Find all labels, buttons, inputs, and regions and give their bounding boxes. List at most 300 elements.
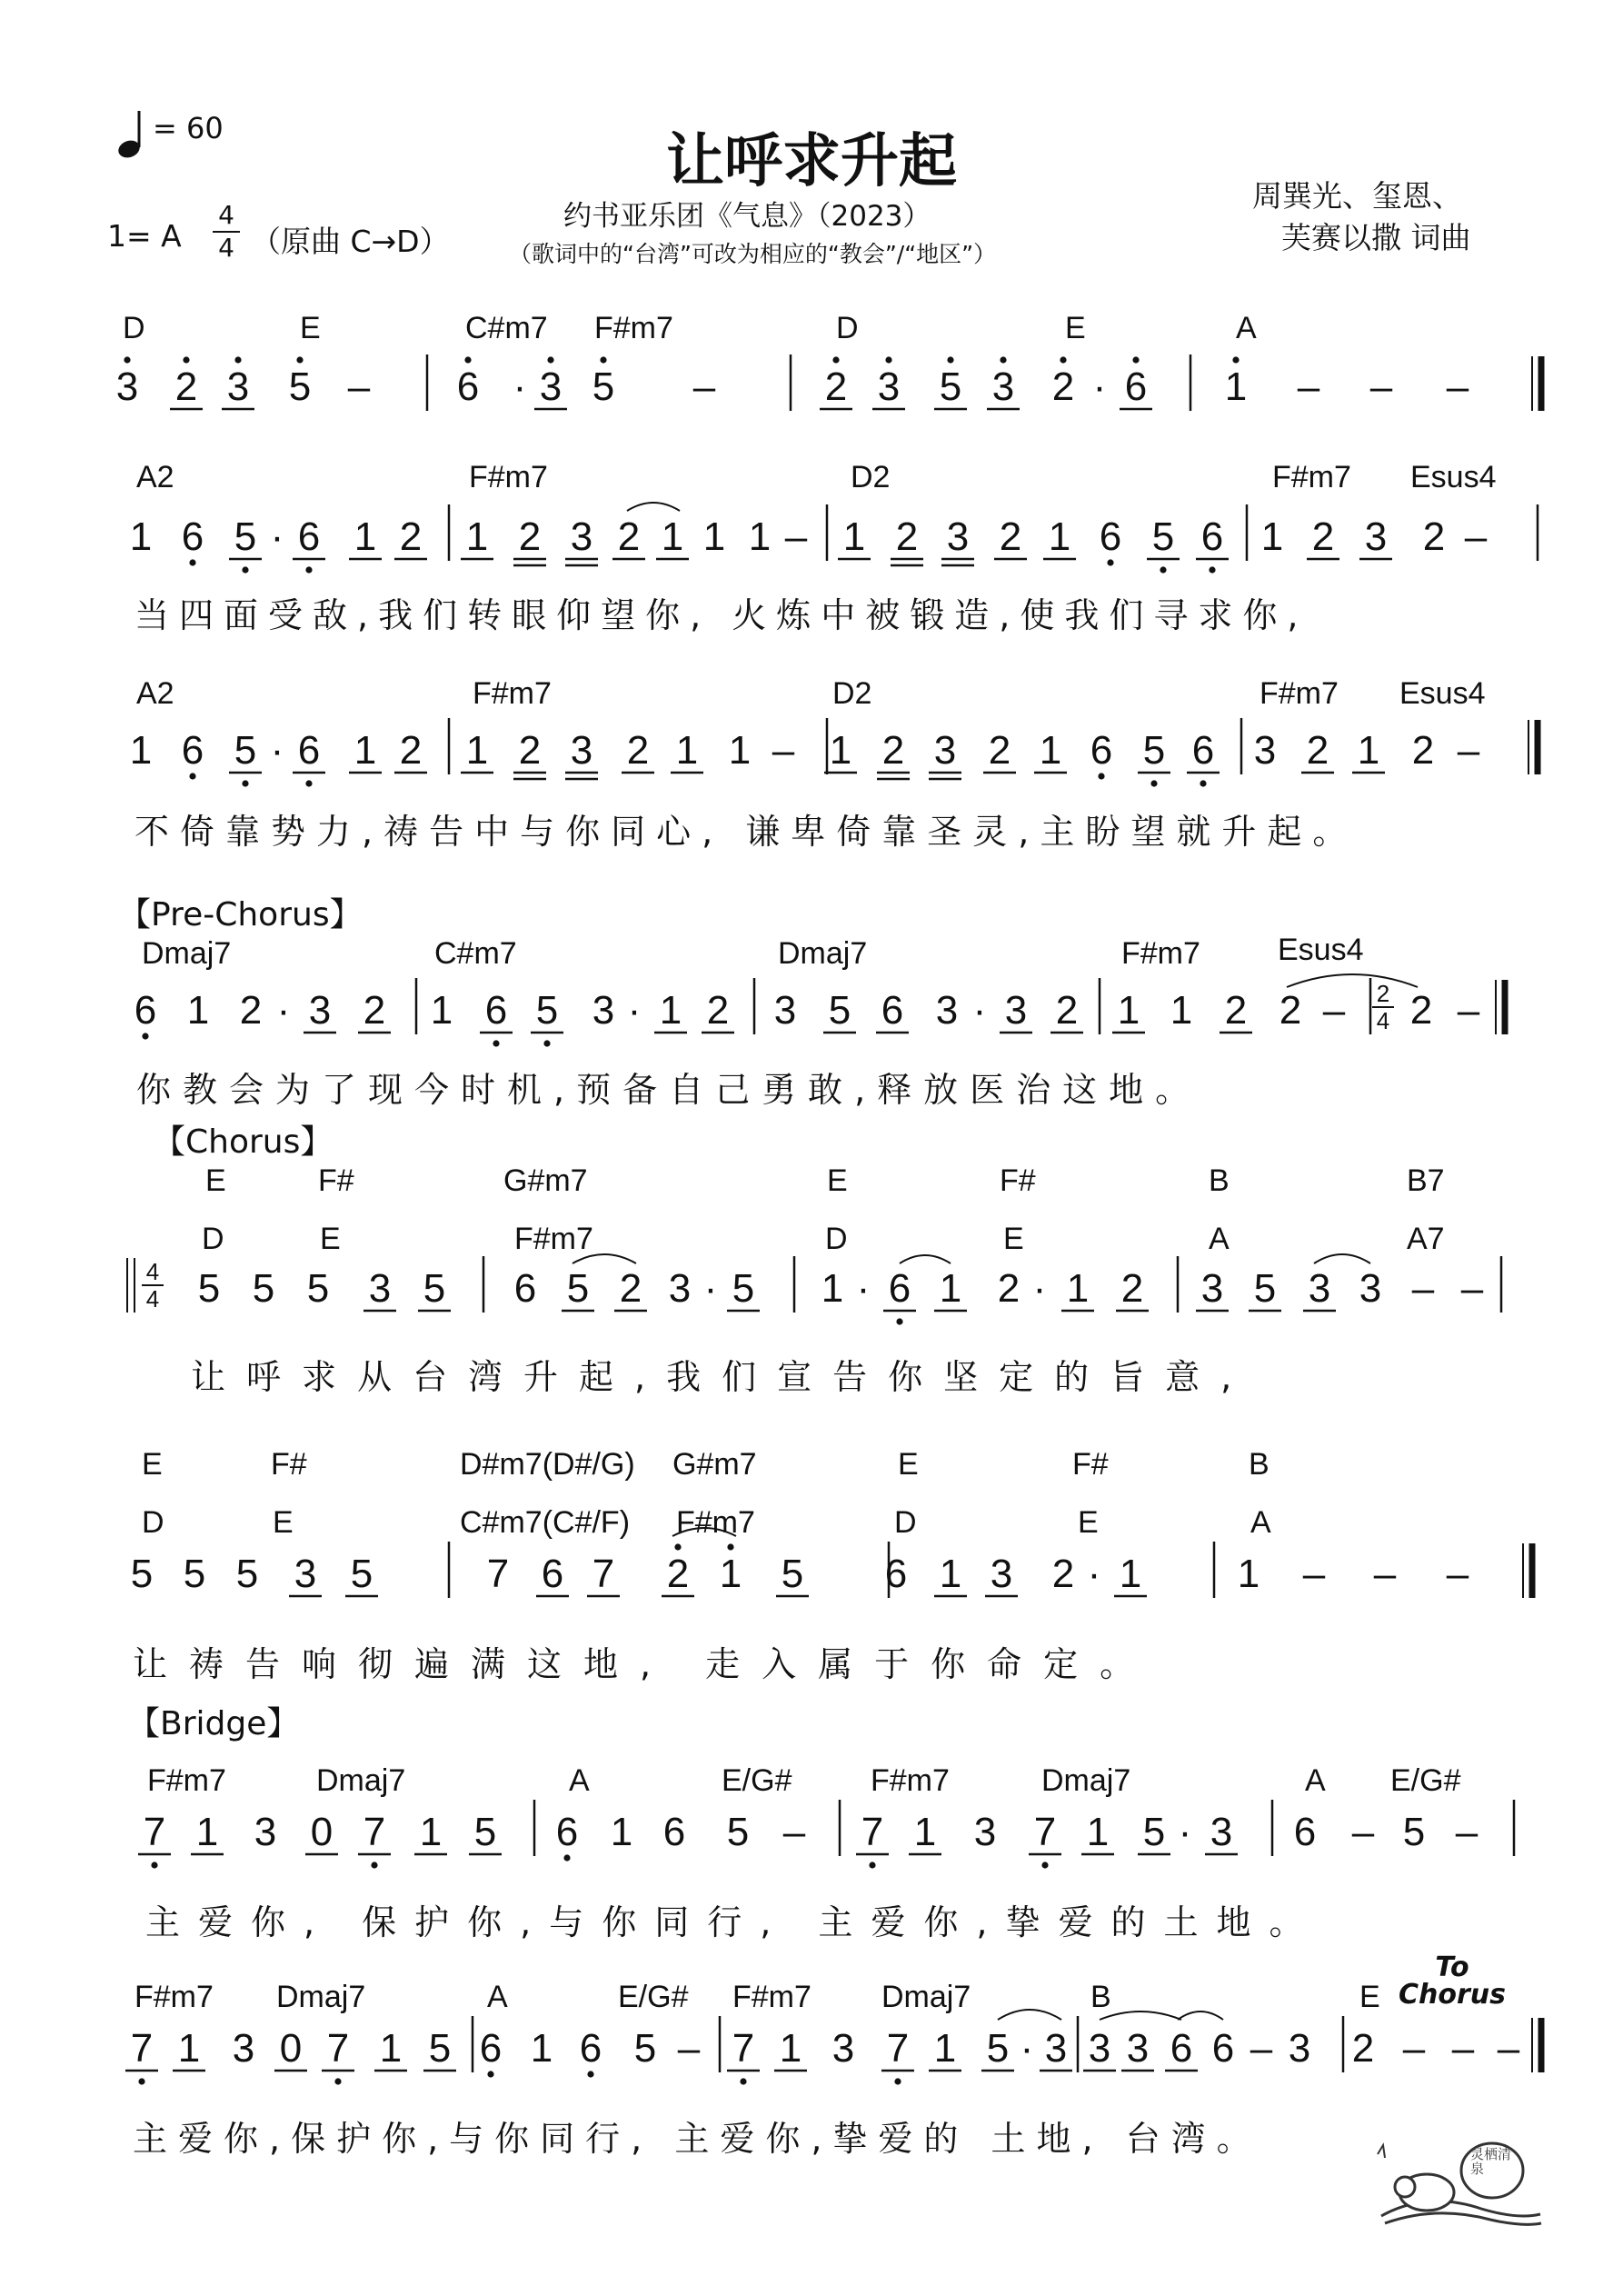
note: 2: [706, 988, 730, 1033]
note: 5: [939, 364, 962, 409]
note: 5: [1151, 514, 1175, 559]
lyric-line: 让呼求从台湾升起,我们宣告你坚定的旨意,: [191, 1357, 1253, 1397]
low-octave-dot: [563, 1854, 570, 1861]
chord: B: [1090, 1980, 1111, 2014]
lyric-line: 不倚靠势力,祷告中与你同心, 谦卑倚靠圣灵,主盼望就升起。: [134, 812, 1359, 852]
chord: E: [1078, 1505, 1099, 1540]
note: 6: [884, 1552, 908, 1596]
note: 0: [310, 1810, 334, 1854]
note: 1: [465, 514, 489, 559]
note: 6: [297, 514, 321, 559]
credits-line-2: 芙赛以撒 词曲: [1281, 220, 1471, 255]
chord: F#m7: [1260, 676, 1339, 711]
note: 3: [1288, 2026, 1311, 2071]
note: 7: [732, 2026, 755, 2071]
note: –: [1402, 2026, 1426, 2071]
note: –: [1457, 988, 1480, 1033]
note: –: [1369, 364, 1393, 409]
note: 2: [363, 988, 386, 1033]
high-octave-dot: [1060, 356, 1066, 363]
note: 2: [1351, 2026, 1375, 2071]
note: ·: [1020, 2026, 1034, 2071]
album-info: 约书亚乐团《气息》（2023）: [563, 200, 931, 233]
note: 3: [1004, 988, 1028, 1033]
note: 1: [353, 514, 377, 559]
note: 1: [1237, 1552, 1260, 1596]
note: 5: [183, 1552, 206, 1596]
note: 5: [234, 728, 257, 773]
note: 1: [933, 2026, 957, 2071]
note: 1: [913, 1810, 937, 1854]
note: 3: [226, 364, 250, 409]
note: 1: [1086, 1810, 1110, 1854]
high-octave-dot: [296, 356, 303, 363]
note: ·: [1032, 1266, 1047, 1311]
tie-slur: [573, 1254, 636, 1263]
chord: F#m7: [1121, 936, 1200, 971]
low-octave-dot: [1107, 559, 1113, 565]
chord-upper: E: [827, 1163, 848, 1198]
note: 5: [288, 364, 312, 409]
note: –: [1446, 1552, 1469, 1596]
chord-upper: E: [142, 1447, 163, 1482]
note: 3: [991, 364, 1015, 409]
note: 2: [1279, 988, 1302, 1033]
high-octave-dot: [464, 356, 471, 363]
high-octave-dot: [1232, 356, 1239, 363]
note: 2: [1055, 988, 1079, 1033]
note: ·: [1092, 364, 1107, 409]
note: 3: [973, 1810, 997, 1854]
low-octave-dot: [189, 559, 195, 565]
note: 0: [279, 2026, 303, 2071]
low-octave-dot: [740, 2078, 746, 2084]
time-signature-2-4: 4: [1376, 1007, 1390, 1034]
note: 1: [1119, 1552, 1142, 1596]
page-title: 让呼求升起: [666, 128, 957, 195]
chord: F#m7: [732, 1980, 812, 2014]
note: 6: [1200, 514, 1224, 559]
note: 3: [1200, 1266, 1224, 1311]
chord: F#m7: [134, 1980, 214, 2014]
note: 5: [350, 1552, 373, 1596]
note: 5: [423, 1266, 446, 1311]
note: –: [1373, 1552, 1397, 1596]
note: 5: [726, 1810, 750, 1854]
note: 6: [1191, 728, 1215, 773]
note: 6: [134, 988, 157, 1033]
note: 1: [1170, 988, 1193, 1033]
note: –: [1351, 1810, 1375, 1854]
note: 3: [308, 988, 332, 1033]
note: ·: [270, 728, 284, 773]
note: 6: [541, 1552, 564, 1596]
note: 1: [177, 2026, 201, 2071]
note: –: [1250, 2026, 1273, 2071]
note: 1: [195, 1810, 219, 1854]
chord-upper: B7: [1407, 1163, 1445, 1198]
note: –: [1497, 2026, 1520, 2071]
note: 5: [566, 1266, 590, 1311]
note: –: [1411, 1266, 1435, 1311]
chord: F#m7: [147, 1763, 226, 1798]
note: 7: [363, 1810, 386, 1854]
note: 2: [999, 514, 1022, 559]
note: 3: [1126, 2026, 1150, 2071]
note: 6: [181, 514, 204, 559]
note: 7: [326, 2026, 350, 2071]
note: 3: [294, 1552, 317, 1596]
note: 7: [861, 1810, 884, 1854]
chord: E: [320, 1222, 341, 1256]
note: 1: [353, 728, 377, 773]
note: 1: [939, 1266, 962, 1311]
note: 3: [1308, 1266, 1331, 1311]
chord: D: [142, 1505, 164, 1540]
low-octave-dot: [1041, 1862, 1048, 1868]
note: ·: [513, 364, 527, 409]
note: –: [1446, 364, 1469, 409]
high-octave-dot: [1132, 356, 1139, 363]
note: 1: [675, 728, 699, 773]
note: 3: [570, 728, 593, 773]
high-octave-dot: [947, 356, 953, 363]
note: 2: [239, 988, 263, 1033]
chord: F#m7: [676, 1505, 755, 1540]
note: ·: [276, 988, 291, 1033]
note: 2: [1411, 728, 1435, 773]
lyric-note: （歌词中的“台湾”可改为相应的“教会”/“地区”）: [509, 241, 997, 267]
note: 6: [888, 1266, 911, 1311]
chord: D: [123, 311, 145, 345]
high-octave-dot: [674, 1543, 681, 1550]
key-signature: 1= A: [107, 218, 182, 254]
low-octave-dot: [587, 2071, 593, 2077]
note: 5: [732, 1266, 755, 1311]
note: 1: [1066, 1266, 1090, 1311]
lyric-line: 主爱你,保护你,与你同行, 主爱你,挚爱的 土地, 台湾。: [133, 2119, 1262, 2159]
note: 5: [473, 1810, 497, 1854]
note: 2: [997, 1266, 1021, 1311]
note: 6: [456, 364, 480, 409]
chord: Esus4: [1410, 460, 1497, 494]
low-octave-dot: [305, 780, 312, 786]
note: 1: [661, 514, 684, 559]
note: 3: [933, 728, 957, 773]
note: –: [1297, 364, 1320, 409]
low-octave-dot: [305, 566, 312, 573]
high-octave-dot: [124, 356, 130, 363]
note: 3: [570, 514, 593, 559]
note: 5: [633, 2026, 657, 2071]
note: 3: [254, 1810, 277, 1854]
note: 5: [130, 1552, 154, 1596]
note: 1: [829, 728, 852, 773]
note: 6: [579, 2026, 602, 2071]
note: 5: [197, 1266, 221, 1311]
note: 3: [877, 364, 901, 409]
lyric-line: 主爱你, 保护你,与你同行, 主爱你,挚爱的土地。: [145, 1902, 1322, 1942]
low-octave-dot: [242, 566, 248, 573]
note: 1: [1260, 514, 1284, 559]
note: 3: [946, 514, 970, 559]
note: –: [677, 2026, 701, 2071]
note: 3: [368, 1266, 392, 1311]
note: 2: [399, 514, 423, 559]
chord: F#m7: [871, 1763, 950, 1798]
note: 1: [419, 1810, 443, 1854]
chord: E/G#: [1390, 1763, 1461, 1798]
low-octave-dot: [896, 1318, 902, 1324]
tie-slur: [1178, 2011, 1223, 2020]
note: 1: [719, 1552, 742, 1596]
time-signature-2-4: 2: [1376, 980, 1390, 1007]
note: –: [1464, 514, 1488, 559]
low-octave-dot: [189, 773, 195, 779]
note: 5: [781, 1552, 804, 1596]
low-octave-dot: [1150, 780, 1157, 786]
lyric-line: 你教会为了现今时机,预备自己勇敢,释放医治这地。: [136, 1070, 1202, 1110]
note: 5: [252, 1266, 275, 1311]
note: 1: [610, 1810, 633, 1854]
note: 5: [1253, 1266, 1277, 1311]
chord: A: [1250, 1505, 1271, 1540]
note: 2: [1422, 514, 1446, 559]
note: 1: [1117, 988, 1140, 1033]
chord: C#m7: [465, 311, 548, 345]
tie-slur: [1100, 2011, 1181, 2020]
note: –: [692, 364, 716, 409]
chord: D: [202, 1222, 224, 1256]
note: 2: [1051, 364, 1075, 409]
chord-upper: F#: [271, 1447, 307, 1482]
watermark-text: 灵栖清泉: [1470, 2146, 1512, 2177]
chord: A7: [1407, 1222, 1445, 1256]
note: 7: [1033, 1810, 1057, 1854]
note: –: [1302, 1552, 1326, 1596]
note: 2: [881, 728, 905, 773]
low-octave-dot: [869, 1862, 875, 1868]
note: 7: [130, 2026, 154, 2071]
tie-slur: [627, 503, 680, 511]
note: 2: [518, 728, 542, 773]
note: 2: [626, 728, 650, 773]
chord: D: [894, 1505, 917, 1540]
note: 2: [988, 728, 1011, 773]
to-chorus-marker: To Chorus: [1399, 1952, 1506, 2011]
note: 1: [530, 2026, 553, 2071]
chord-upper: D#m7(D#/G): [460, 1447, 635, 1482]
note: 5: [234, 514, 257, 559]
low-octave-dot: [493, 1040, 499, 1046]
note: –: [1457, 728, 1480, 773]
note: 6: [479, 2026, 503, 2071]
note: 2: [824, 364, 848, 409]
note: 1: [659, 988, 682, 1033]
chord: D: [836, 311, 859, 345]
note: 5: [428, 2026, 452, 2071]
note: 1: [842, 514, 866, 559]
chord: Esus4: [1278, 933, 1364, 967]
note: –: [347, 364, 371, 409]
note: –: [1455, 1810, 1479, 1854]
note: 5: [1142, 1810, 1166, 1854]
chord: Dmaj7: [316, 1763, 406, 1798]
chord: F#m7: [473, 676, 552, 711]
note: 2: [174, 364, 198, 409]
note: 1: [1357, 728, 1380, 773]
low-octave-dot: [1209, 566, 1215, 573]
chord: F#m7: [1272, 460, 1351, 494]
note: 2: [619, 1266, 642, 1311]
note: 3: [115, 364, 139, 409]
note: 1: [779, 2026, 802, 2071]
note: 5: [1142, 728, 1166, 773]
chord-upper: B: [1209, 1163, 1230, 1198]
note: 5: [535, 988, 559, 1033]
low-octave-dot: [543, 1040, 550, 1046]
chord: A: [569, 1763, 590, 1798]
chord: A: [1305, 1763, 1326, 1798]
note: 3: [1088, 2026, 1111, 2071]
note: 1: [748, 514, 772, 559]
section-pre-chorus: 【Pre-Chorus】: [118, 896, 363, 933]
note: 6: [181, 728, 204, 773]
note: 6: [1124, 364, 1148, 409]
high-octave-dot: [1000, 356, 1006, 363]
note: 3: [539, 364, 563, 409]
low-octave-dot: [371, 1862, 377, 1868]
note: 5: [986, 2026, 1010, 2071]
low-octave-dot: [242, 780, 248, 786]
note: 7: [143, 1810, 166, 1854]
low-octave-dot: [151, 1862, 157, 1868]
note: 3: [1364, 514, 1388, 559]
note: 6: [1170, 2026, 1193, 2071]
note: 1: [1039, 728, 1062, 773]
note: ·: [1087, 1552, 1101, 1596]
chord: E/G#: [618, 1980, 689, 2014]
chord: D: [825, 1222, 848, 1256]
note: 2: [617, 514, 641, 559]
sheep-logo-icon: [1372, 2136, 1545, 2236]
chord: C#m7(C#/F): [460, 1505, 631, 1540]
low-octave-dot: [894, 2078, 901, 2084]
note: 1: [1224, 364, 1248, 409]
note: 1: [465, 728, 489, 773]
chord: Dmaj7: [881, 1980, 971, 2014]
note: 1: [728, 728, 752, 773]
chord-upper: E: [205, 1163, 226, 1198]
note: 7: [592, 1552, 615, 1596]
chord: A: [1209, 1222, 1230, 1256]
high-octave-dot: [600, 356, 606, 363]
note: 5: [592, 364, 615, 409]
chord-upper: F#: [318, 1163, 354, 1198]
time-signature: 4 4: [213, 202, 240, 262]
chord: Dmaj7: [1041, 1763, 1131, 1798]
note: 2: [399, 728, 423, 773]
note: 2: [1409, 988, 1433, 1033]
chord: F#m7: [469, 460, 548, 494]
high-octave-dot: [727, 1543, 733, 1550]
note: 3: [668, 1266, 692, 1311]
note: 5: [1402, 1810, 1426, 1854]
note: 1: [939, 1552, 962, 1596]
note: 6: [1211, 2026, 1235, 2071]
note: 3: [1044, 2026, 1068, 2071]
note: ·: [703, 1266, 718, 1311]
note: 2: [1051, 1552, 1075, 1596]
tie-slur: [900, 1255, 951, 1263]
section-bridge: 【Bridge】: [127, 1705, 300, 1742]
chord-upper: E: [898, 1447, 919, 1482]
note: 1: [702, 514, 726, 559]
high-octave-dot: [547, 356, 553, 363]
note: –: [1460, 1266, 1484, 1311]
chord: A: [1236, 311, 1257, 345]
chord: A: [487, 1980, 508, 2014]
note: 3: [232, 2026, 255, 2071]
note: 6: [1090, 728, 1113, 773]
chord-upper: B: [1249, 1447, 1270, 1482]
note: 6: [1099, 514, 1122, 559]
note: 3: [1253, 728, 1277, 773]
tie-slur: [998, 2010, 1061, 2020]
note: 2: [1311, 514, 1335, 559]
note: ·: [627, 988, 642, 1033]
original-key-note: （原曲 C→D）: [251, 224, 450, 259]
note: 6: [484, 988, 508, 1033]
note: 7: [886, 2026, 910, 2071]
note: ·: [856, 1266, 871, 1311]
high-octave-dot: [832, 356, 839, 363]
chord: E: [1003, 1222, 1024, 1256]
note: 2: [895, 514, 919, 559]
note: 1: [129, 728, 153, 773]
low-octave-dot: [1160, 566, 1166, 573]
chord: E: [273, 1505, 294, 1540]
chord-upper: F#: [1072, 1447, 1109, 1482]
chord: D2: [851, 460, 891, 494]
tie-slur: [1287, 974, 1418, 987]
chord-upper: G#m7: [672, 1447, 757, 1482]
section-chorus: 【Chorus】: [153, 1123, 334, 1161]
tie-slur: [672, 1528, 736, 1536]
note: 1: [1048, 514, 1071, 559]
tempo-value: = 60: [153, 111, 224, 145]
note: ·: [972, 988, 987, 1033]
lyric-line: 让祷告响彻遍满这地, 走入属于你命定。: [133, 1644, 1157, 1684]
chord: A2: [136, 676, 174, 711]
chord: Dmaj7: [778, 936, 868, 971]
chord: E: [1065, 311, 1086, 345]
note: 2: [1306, 728, 1329, 773]
lyric-line: 当四面受敌,我们转眼仰望你, 火炼中被锻造,使我们寻求你,: [134, 595, 1309, 635]
chord: F#m7: [514, 1222, 593, 1256]
note: 2: [518, 514, 542, 559]
low-octave-dot: [334, 2078, 341, 2084]
chord: E: [300, 311, 321, 345]
note: 6: [555, 1810, 579, 1854]
chord: Dmaj7: [142, 936, 232, 971]
time-signature-4-4: 4: [145, 1258, 160, 1285]
note: 2: [1224, 988, 1248, 1033]
credits-line-1: 周巽光、玺恩、: [1252, 178, 1462, 214]
note: 1: [186, 988, 210, 1033]
low-octave-dot: [1200, 780, 1206, 786]
chord: E: [1359, 1980, 1380, 2014]
